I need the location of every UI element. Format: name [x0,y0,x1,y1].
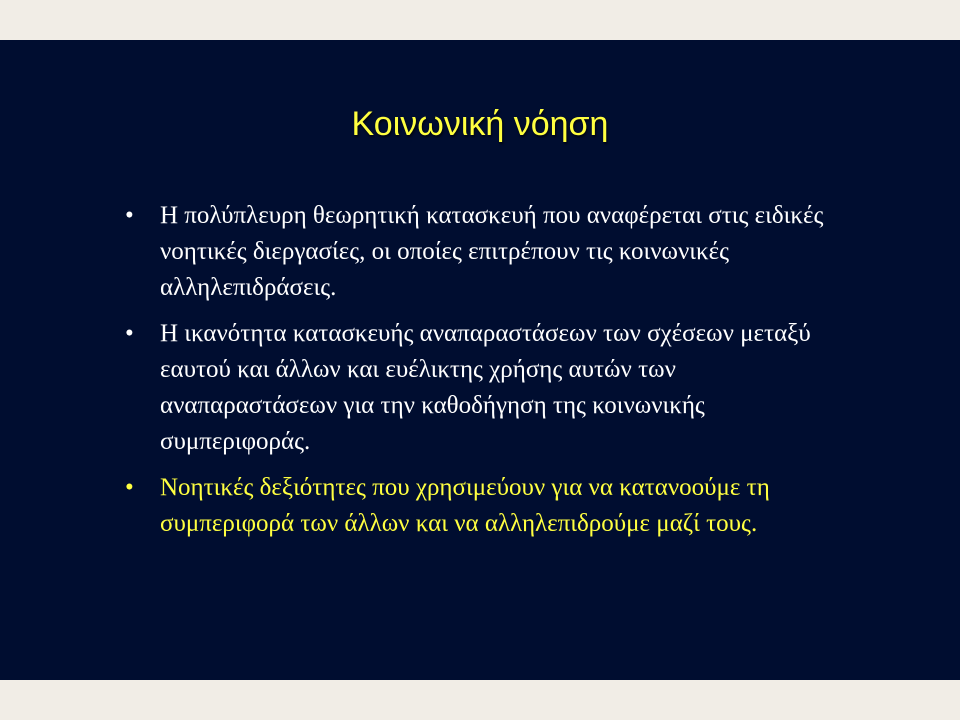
bullet-marker: • [125,320,134,347]
bullet-item-2 [120,316,850,460]
bullet-item-1 [120,198,850,306]
bullet-text: Νοητικές δεξιότητες που χρησιμεύουν για να κατανοούμε τη συμπεριφορά των άλλων και να αλληλεπιδρούμε μαζί τους. [160,474,770,537]
bullet-list [120,198,850,552]
bullet-text: Η ικανότητα κατασκευής αναπαραστάσεων των σχέσεων μεταξύ εαυτού και άλλων και ευέλικτης χρήσης αυτών των αναπαραστάσεων για την καθοδήγηση της κοινωνικής συμπεριφοράς. [160,320,811,455]
slide-title: Κοινωνική νόηση [351,105,609,143]
bullet-marker: • [125,474,134,501]
bullet-marker: • [125,202,134,229]
slide [0,40,960,680]
bullet-item-3 [120,470,850,542]
bullet-text: Η πολύπλευρη θεωρητική κατασκευή που αναφέρεται στις ειδικές νοητικές διεργασίες, οι οποίες επιτρέπουν τις κοινωνικές αλληλεπιδράσεις. [160,202,824,301]
